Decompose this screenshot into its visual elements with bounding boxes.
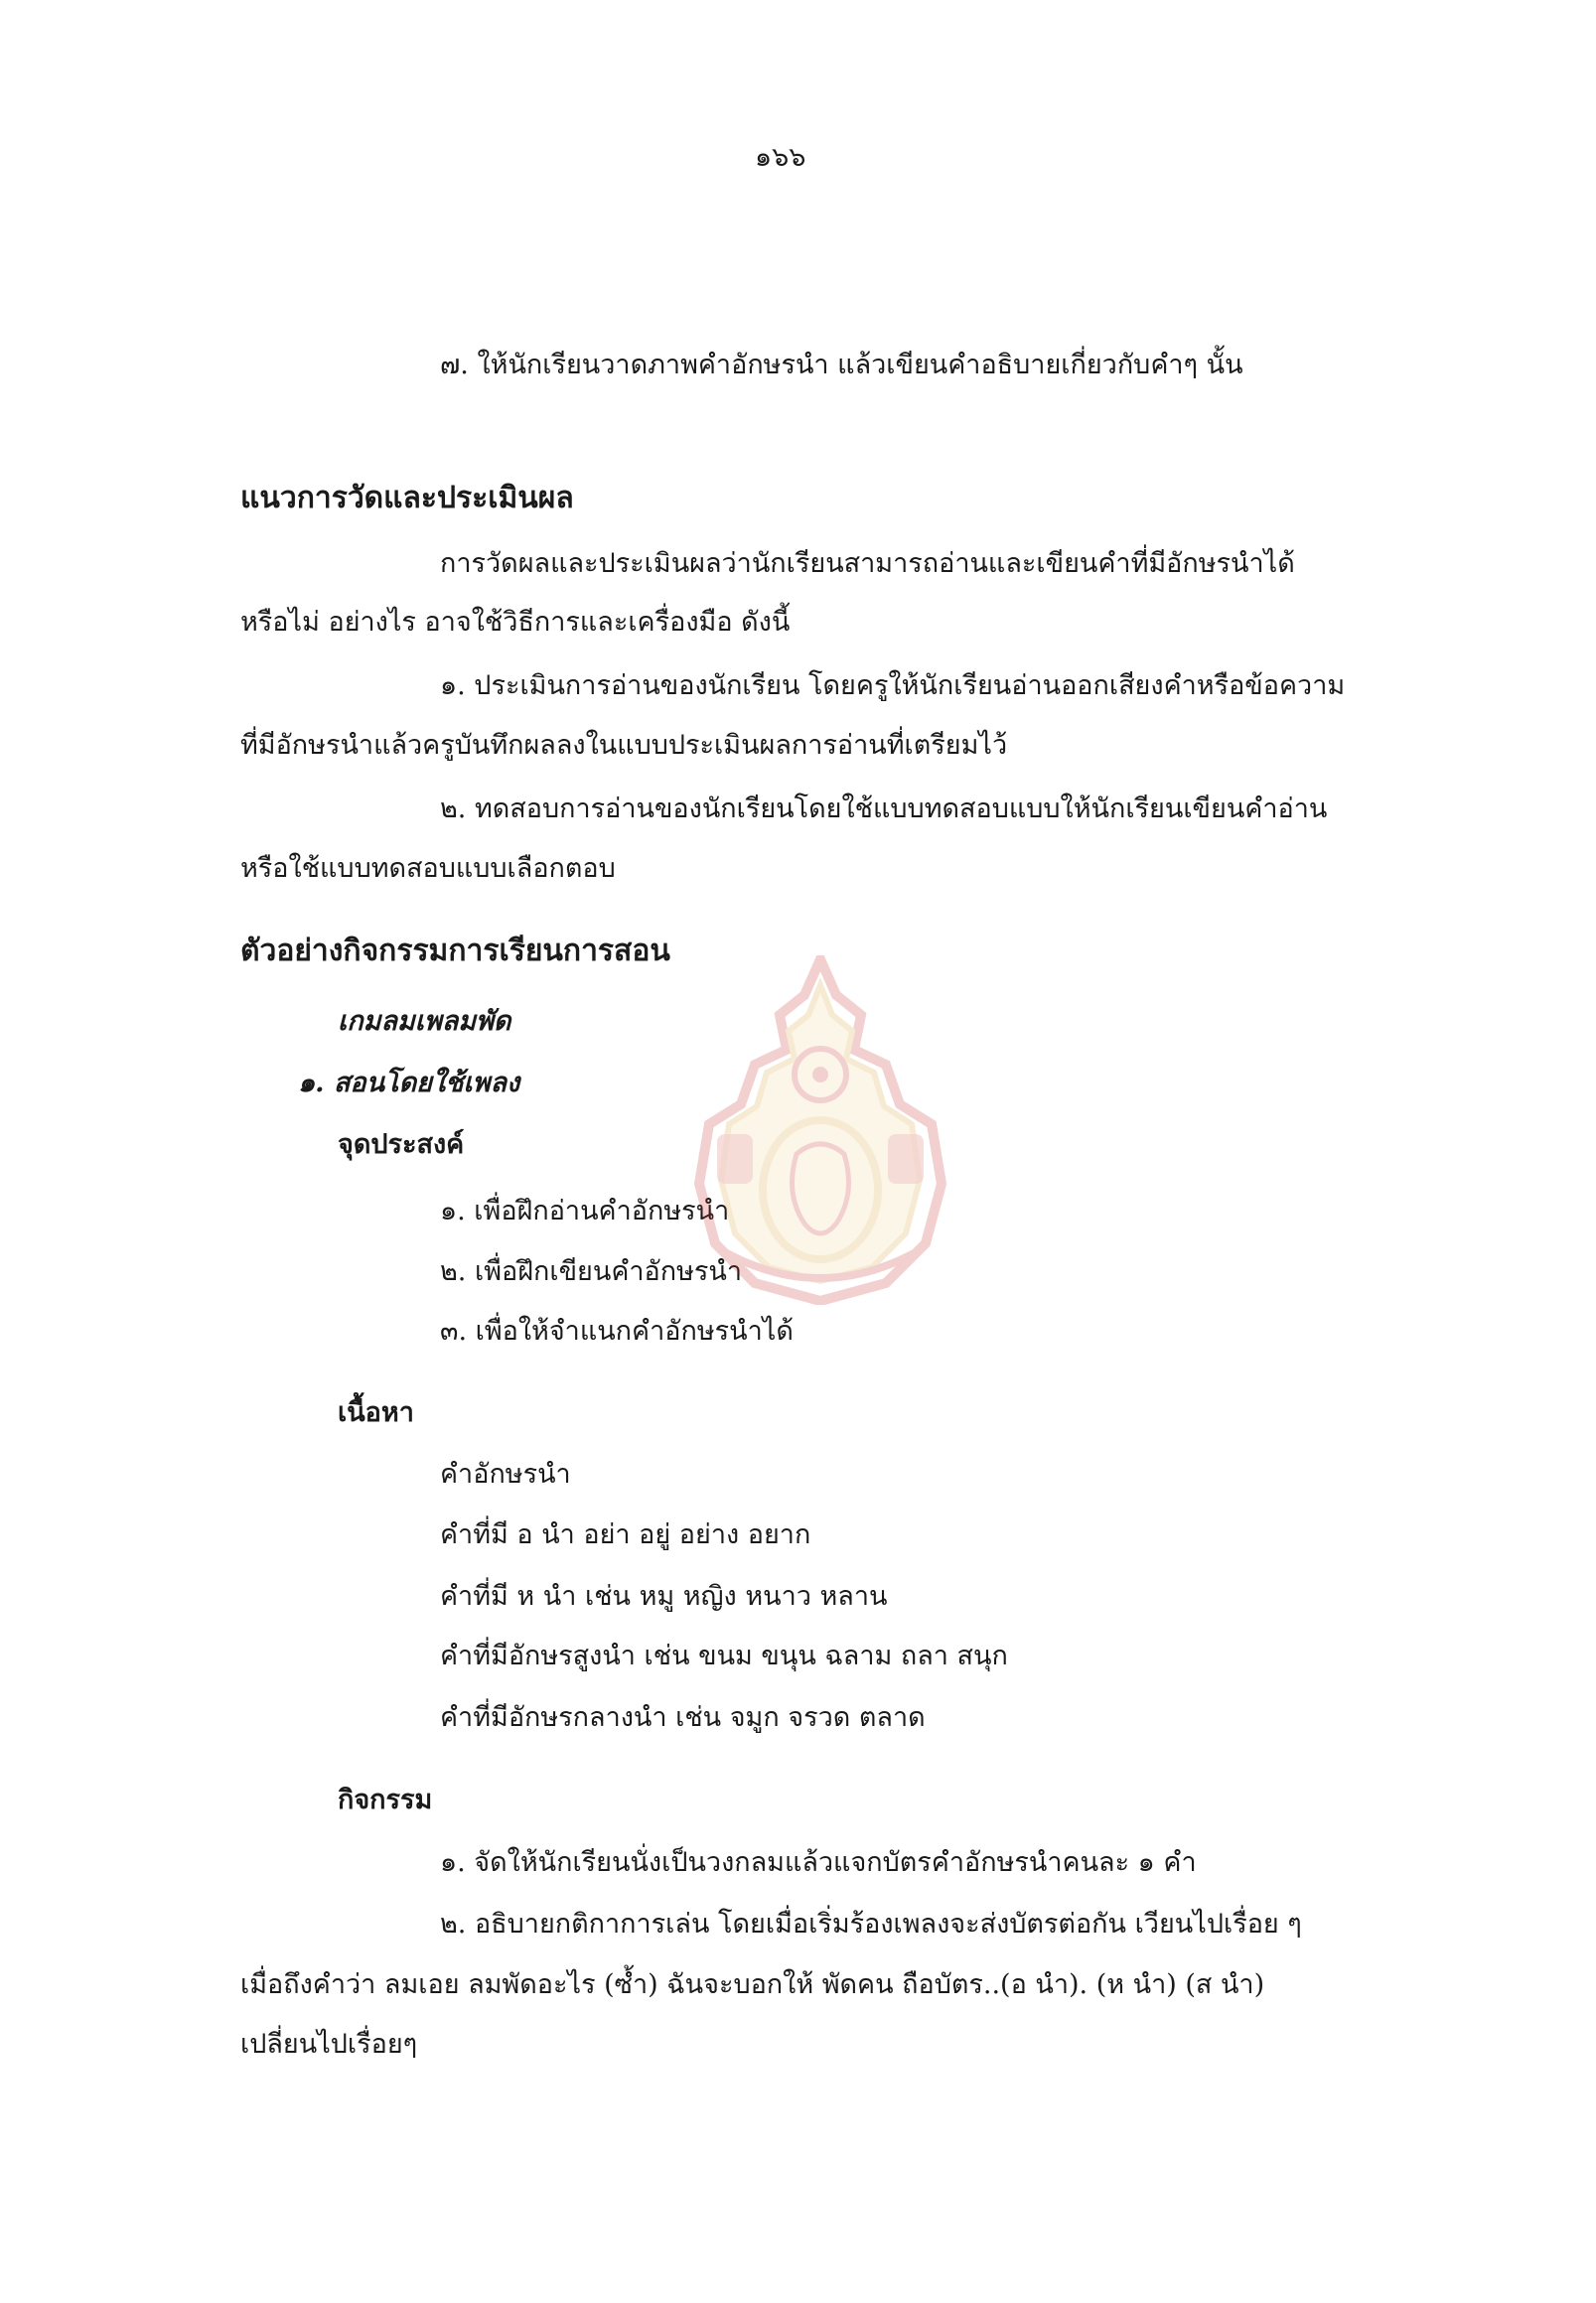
task-item1: ๑. จัดให้นักเรียนนั่งเป็นวงกลมแล้วแจกบัตรคำอักษรนำคนละ ๑ คำ — [440, 1847, 1197, 1878]
assessment-item2-line2: หรือใช้แบบทดสอบแบบเลือกตอบ — [240, 853, 616, 884]
objective-item: ๑. เพื่อฝึกอ่านคำอักษรนำ — [440, 1196, 730, 1226]
content-line: คำที่มีอักษรสูงนำ เช่น ขนม ขนุน ฉลาม ถลา สนุก — [440, 1641, 1008, 1671]
activity-heading: ตัวอย่างกิจกรรมการเรียนการสอน — [240, 934, 670, 968]
assessment-item1-line2: ที่มีอักษรนำแล้วครูบันทึกผลลงในแบบประเมินผลการอ่านที่เตรียมไว้ — [240, 730, 1008, 761]
content-heading: เนื้อหา — [338, 1397, 414, 1428]
objective-heading: จุดประสงค์ — [338, 1129, 465, 1160]
task-item2-line1: ๒. อธิบายกติกาการเล่น โดยเมื่อเริ่มร้องเพลงจะส่งบัตรต่อกัน เวียนไปเรื่อย ๆ — [440, 1909, 1302, 1940]
task-item2-line2: เมื่อถึงคำว่า ลมเอย ลมพัดอะไร (ซ้ำ) ฉันจะบอกให้ พัดคน ถือบัตร..(อ นำ). (ห นำ) (ส นำ) — [240, 1969, 1265, 2000]
top-list-item: ๗. ให้นักเรียนวาดภาพคำอักษรนำ แล้วเขียนคำอธิบายเกี่ยวกับคำๆ นั้น — [440, 350, 1243, 380]
assessment-item1-line1: ๑. ประเมินการอ่านของนักเรียน โดยครูให้นักเรียนอ่านออกเสียงคำหรือข้อความ — [440, 670, 1346, 701]
content-line: คำที่มี ห นำ เช่น หมู หญิง หนาว หลาน — [440, 1581, 888, 1612]
page-number: ๑๖๖ — [755, 142, 806, 173]
tasks-heading: กิจกรรม — [338, 1785, 433, 1815]
emblem-watermark-icon — [687, 955, 953, 1305]
assessment-intro-line2: หรือไม่ อย่างไร อาจใช้วิธีการและเครื่องมือ ดังนี้ — [240, 607, 791, 638]
task-item2-line3: เปลี่ยนไปเรื่อยๆ — [240, 2029, 418, 2060]
objective-item: ๓. เพื่อให้จำแนกคำอักษรนำได้ — [440, 1316, 794, 1347]
objective-item: ๒. เพื่อฝึกเขียนคำอักษรนำ — [440, 1256, 743, 1287]
game-title: เกมลมเพลมพัด — [338, 1006, 511, 1037]
assessment-heading: แนวการวัดและประเมินผล — [240, 481, 574, 515]
teaching-method: ๑. สอนโดยใช้เพลง — [298, 1068, 520, 1098]
content-line: คำที่มีอักษรกลางนำ เช่น จมูก จรวด ตลาด — [440, 1702, 926, 1733]
assessment-item2-line1: ๒. ทดสอบการอ่านของนักเรียนโดยใช้แบบทดสอบแบบให้นักเรียนเขียนคำอ่าน — [440, 793, 1328, 824]
content-line: คำอักษรนำ — [440, 1459, 571, 1490]
assessment-intro-line1: การวัดผลและประเมินผลว่านักเรียนสามารถอ่านและเขียนคำที่มีอักษรนำได้ — [440, 548, 1295, 579]
content-line: คำที่มี อ นำ อย่า อยู่ อย่าง อยาก — [440, 1519, 811, 1550]
